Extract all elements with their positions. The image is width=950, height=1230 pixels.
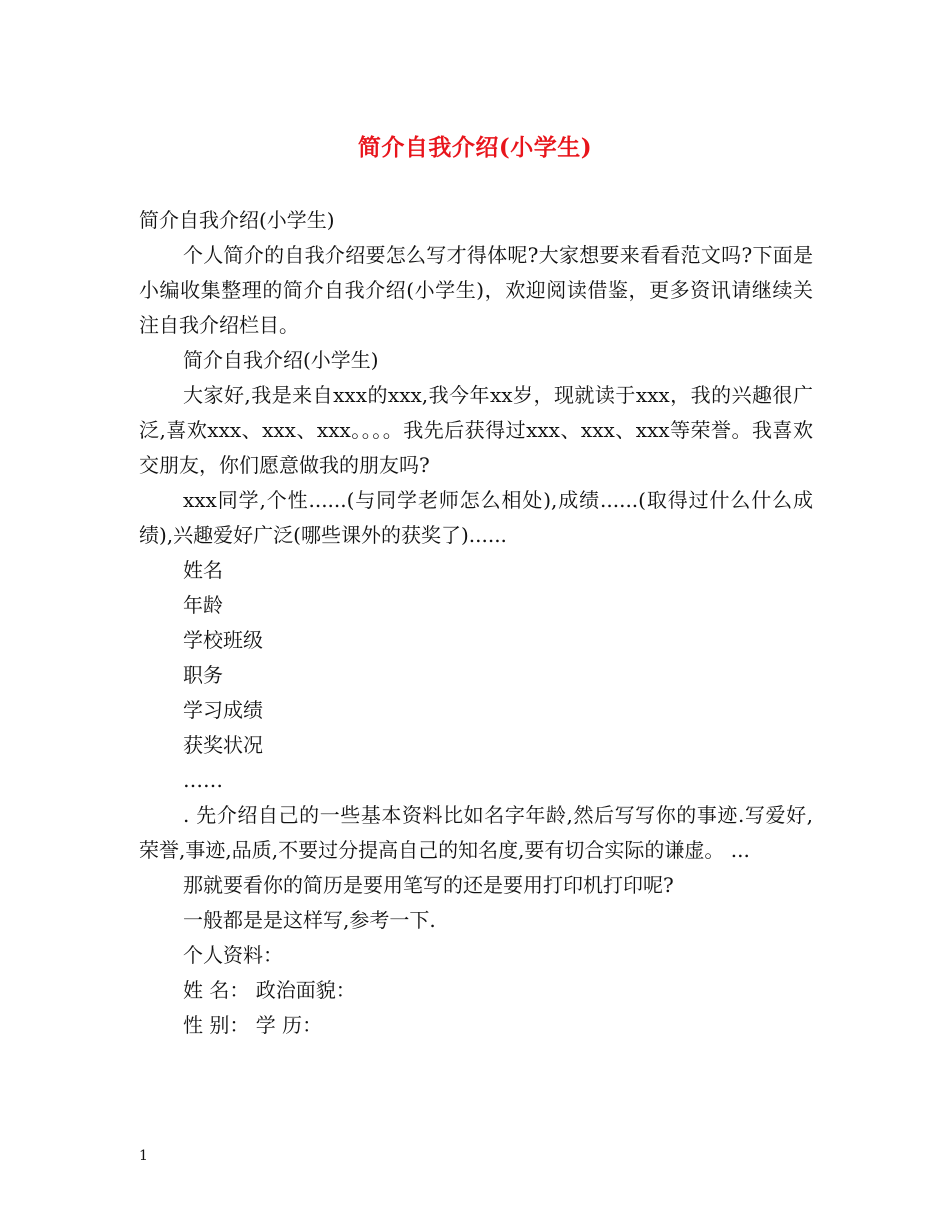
paragraph: 职务 bbox=[183, 663, 223, 687]
paragraph: 简介自我介绍(小学生) bbox=[183, 348, 379, 372]
paragraph: 年龄 bbox=[183, 593, 223, 617]
page-number: 1 bbox=[139, 1148, 148, 1164]
paragraph: . 先介绍自己的一些基本资料比如名字年龄,然后写写你的事迹.写爱好,荣誉,事迹,品质,不要过分提高自己的知名度,要有切合实际的谦虚。 ... bbox=[139, 803, 813, 862]
document-body bbox=[139, 203, 813, 1043]
paragraph: 个人简介的自我介绍要怎么写才得体呢?大家想要来看看范文吗?下面是小编收集整理的简介自我介绍(小学生)，欢迎阅读借鉴，更多资讯请继续关注自我介绍栏目。 bbox=[139, 243, 813, 337]
paragraph: 姓名 bbox=[183, 558, 223, 582]
document-title: 简介自我介绍(小学生) bbox=[357, 134, 593, 161]
paragraph: 一般都是是这样写,参考一下. bbox=[183, 908, 436, 932]
paragraph: 大家好,我是来自xxx的xxx,我今年xx岁，现就读于xxx，我的兴趣很广泛,喜欢xxx、xxx、xxx。。。。我先后获得过xxx、xxx、xxx等荣誉。我喜欢交朋友，你们愿意做我的朋友吗? bbox=[139, 383, 813, 477]
paragraph: 学校班级 bbox=[183, 628, 263, 652]
paragraph: 简介自我介绍(小学生) bbox=[139, 208, 335, 232]
paragraph: …… bbox=[183, 768, 223, 792]
paragraph: 获奖状况 bbox=[183, 733, 263, 757]
paragraph: 学习成绩 bbox=[183, 698, 263, 722]
paragraph: 性 别： 学 历： bbox=[183, 1013, 323, 1037]
paragraph: 个人资料： bbox=[183, 943, 283, 967]
paragraph: 那就要看你的简历是要用笔写的还是要用打印机打印呢? bbox=[183, 873, 674, 897]
paragraph: 姓 名： 政治面貌： bbox=[183, 978, 356, 1002]
paragraph: xxx同学,个性......(与同学老师怎么相处),成绩......(取得过什么什么成绩),兴趣爱好广泛(哪些课外的获奖了)...... bbox=[139, 488, 813, 547]
